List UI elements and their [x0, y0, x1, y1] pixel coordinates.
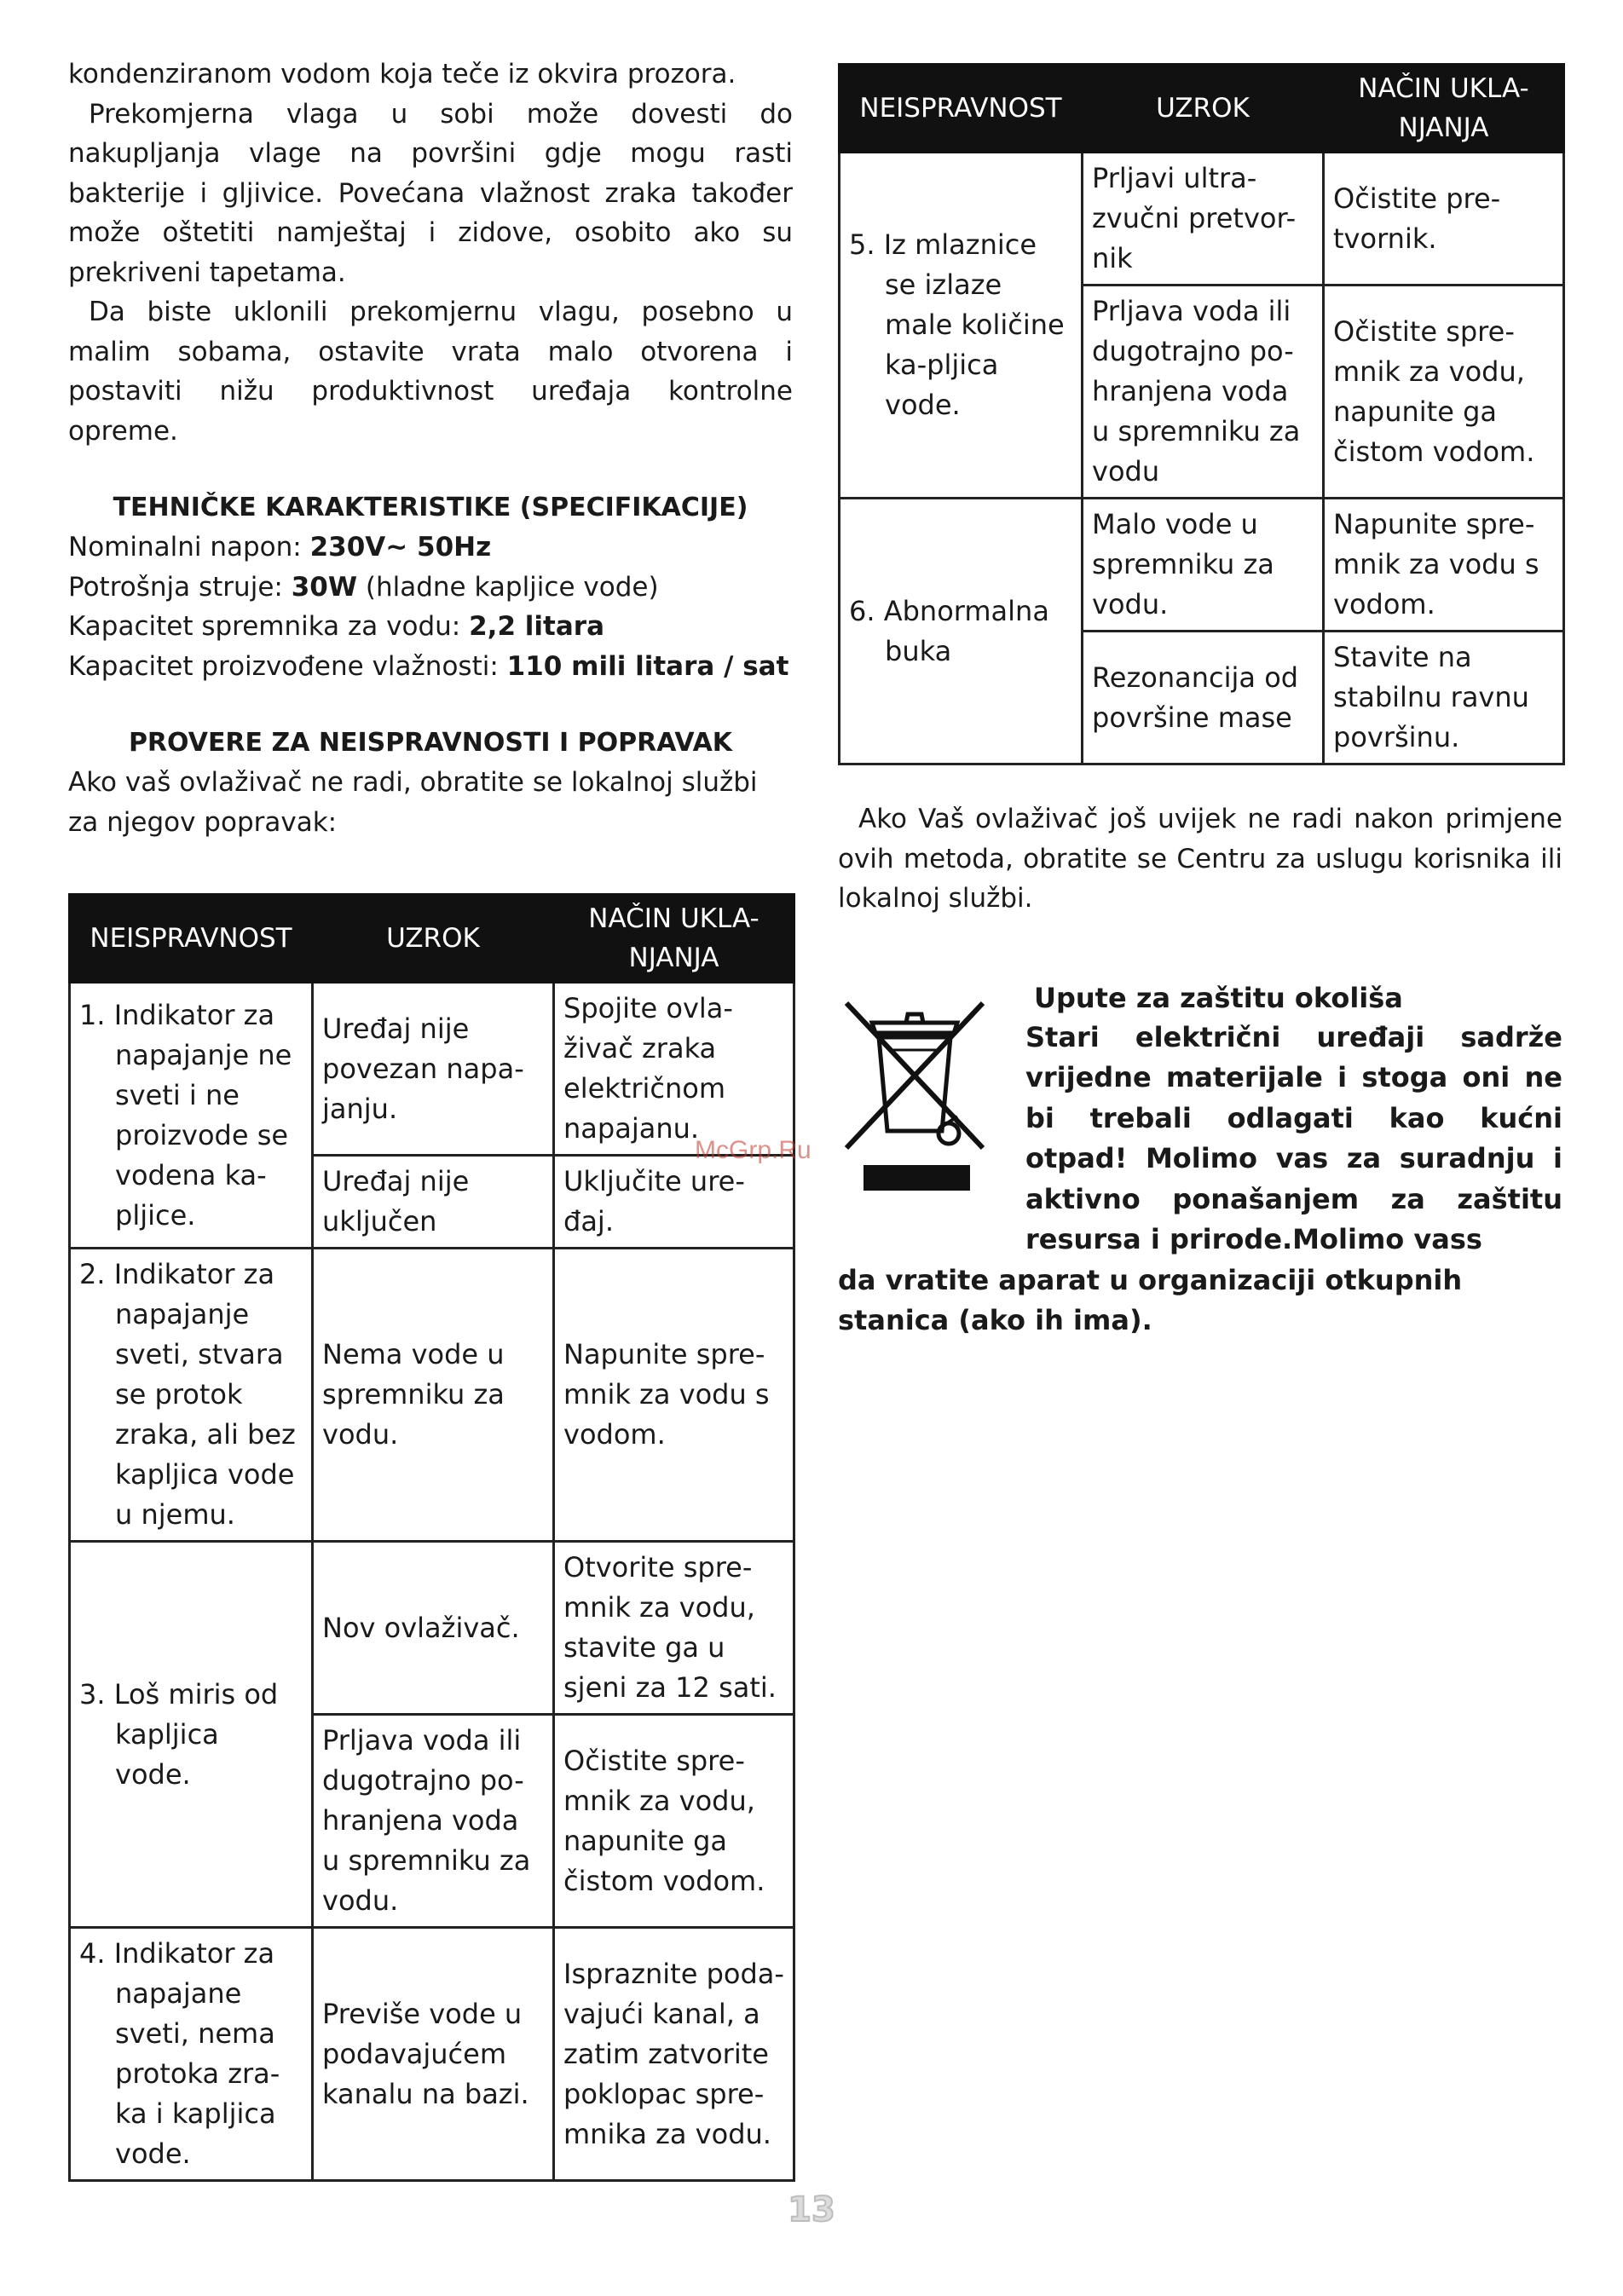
cause-cell: Prljava voda ili dugotrajno po-hranjena voda u spremniku za vodu [1083, 286, 1324, 499]
remedy-cell: Očistite spre-mnik za vodu, napunite ga čistom vodom. [1324, 286, 1564, 499]
intro-paragraph-3: Da biste uklonili prekomjernu vlagu, posebno u malim sobama, ostavite vrata malo otvorena i postaviti nižu produktivnost uređaja kontrolne opreme. [68, 297, 793, 447]
page-number: 13 [788, 2190, 835, 2230]
header-fault: NEISPRAVNOST [70, 895, 313, 983]
fault-text: 6. Abnormalna buka [849, 594, 1049, 667]
fault-cell [70, 1928, 313, 2181]
fault-text: 4. Indikator za napajane sveti, nema protoka zra-ka i kapljica vode. [79, 1937, 280, 2170]
environment-text-wrapped: Stari električni uređaji sadrže vrijedne materijale i stoga oni ne bi trebali odlagati kao kućni otpad! Molimo vas za suradnju i aktivno ponašanjem za zaštitu resursa i prirode.Molimo vass [1025, 1020, 1562, 1255]
cause-cell: Malo vode u spremniku za vodu. [1083, 499, 1324, 632]
repair-text: Ako vaš ovlaživač ne radi, obratite se lokalnoj službi za njegov popravak: [68, 767, 758, 838]
cause-cell: Previše vode u podavajućem kanalu na bazi. [313, 1928, 554, 2181]
fault-cell [840, 499, 1083, 764]
spec-power: Potrošnja struje: 30W (hladne kapljice vode) [68, 571, 659, 603]
fault-text: 3. Loš miris od kapljica vode. [79, 1677, 279, 1791]
intro-paragraph-2: Prekomjerna vlaga u sobi može dovesti do nakupljanja vlage na površini gdje mogu rasti bakterije i gljivice. Povećana vlažnost zraka također može oštetiti namještaj i zidove, osobito ako su prekriveni tapetama. [68, 98, 793, 288]
header-fault: NEISPRAVNOST [840, 65, 1083, 153]
cause-cell: Rezonancija od površine mase [1083, 632, 1324, 764]
fault-cell [70, 1249, 313, 1542]
environment-text-full: da vratite aparat u organizaciji otkupnih stanica (ako ih ima). [838, 1263, 1463, 1336]
cause-cell: Uređaj nije uključen [313, 1156, 554, 1249]
right-column [838, 63, 1562, 1341]
fault-text: 1. Indikator za napajanje ne sveti i ne proizvode se vodena ka-pljice. [79, 998, 292, 1232]
remedy-cell: Ispraznite poda-vajući kanal, a zatim zatvorite poklopac spre-mnika za vodu. [554, 1928, 794, 2181]
fault-cell [70, 983, 313, 1249]
remedy-cell: Uključite ure-đaj. [554, 1156, 794, 1249]
cause-cell: Nov ovlaživač. [313, 1542, 554, 1715]
header-cause: UZROK [1083, 65, 1324, 153]
cause-cell: Prljava voda ili dugotrajno po-hranjena voda u spremniku za vodu. [313, 1715, 554, 1928]
header-cause: UZROK [313, 895, 554, 983]
cause-cell: Nema vode u spremniku za vodu. [313, 1249, 554, 1542]
header-remedy: NAČIN UKLA-NJANJA [554, 895, 794, 983]
repair-title: PROVERE ZA NEISPRAVNOSTI I POPRAVAK [128, 728, 733, 758]
spec-output: Kapacitet proizvođene vlažnosti: 110 mili litara / sat [68, 650, 789, 682]
spec-voltage: Nominalni napon: 230V~ 50Hz [68, 532, 492, 562]
table-row [70, 1542, 794, 1715]
table-row [70, 983, 794, 1156]
remedy-cell: Napunite spre-mnik za vodu s vodom. [1324, 499, 1564, 632]
table-row [840, 153, 1564, 286]
remedy-cell: Očistite pre-tvornik. [1324, 153, 1564, 286]
remedy-cell: Stavite na stabilnu ravnu površinu. [1324, 632, 1564, 764]
remedy-cell: Otvorite spre-mnik za vodu, stavite ga u sjeni za 12 sati. [554, 1542, 794, 1715]
specs-title: TEHNIČKE KARAKTERISTIKE (SPECIFIKACIJE) [113, 493, 748, 522]
environment-title: Upute za zaštitu okoliša [1034, 981, 1403, 1014]
spec-tank: Kapacitet spremnika za vodu: 2,2 litara [68, 611, 604, 642]
crossed-out-wheelie-bin-icon [838, 990, 991, 1203]
fault-cell [70, 1542, 313, 1928]
left-column [68, 55, 793, 2182]
remedy-cell: Očistite spre-mnik za vodu, napunite ga čistom vodom. [554, 1715, 794, 1928]
cause-cell: Uređaj nije povezan napa-janju. [313, 983, 554, 1156]
remedy-cell: Spojite ovla-živač zraka električnom napajanu. [554, 983, 794, 1156]
fault-text: 2. Indikator za napajanje sveti, stvara se protok zraka, ali bez kapljica vode u njemu. [79, 1258, 296, 1531]
troubleshooting-table-right [838, 63, 1565, 765]
intro-paragraph-1: kondenziranom vodom koja teče iz okvira prozora. [68, 59, 736, 89]
table-row [70, 1928, 794, 2181]
after-table-paragraph: Ako Vaš ovlaživač još uvijek ne radi nakon primjene ovih metoda, obratite se Centru za uslugu korisnika ili lokalnoj službi. [838, 804, 1562, 914]
environment-section [838, 978, 1562, 1341]
cause-cell: Prljavi ultra-zvučni pretvor-nik [1083, 153, 1324, 286]
watermark: McGrp.Ru [695, 1136, 812, 1164]
header-remedy: NAČIN UKLA-NJANJA [1324, 65, 1564, 153]
remedy-cell: Napunite spre-mnik za vodu s vodom. [554, 1249, 794, 1542]
fault-cell [840, 153, 1083, 499]
table-row [70, 1249, 794, 1542]
troubleshooting-table-left [68, 893, 795, 2182]
fault-text: 5. Iz mlaznice se izlaze male količine ka-pljica vode. [849, 228, 1065, 421]
table-row [840, 499, 1564, 632]
